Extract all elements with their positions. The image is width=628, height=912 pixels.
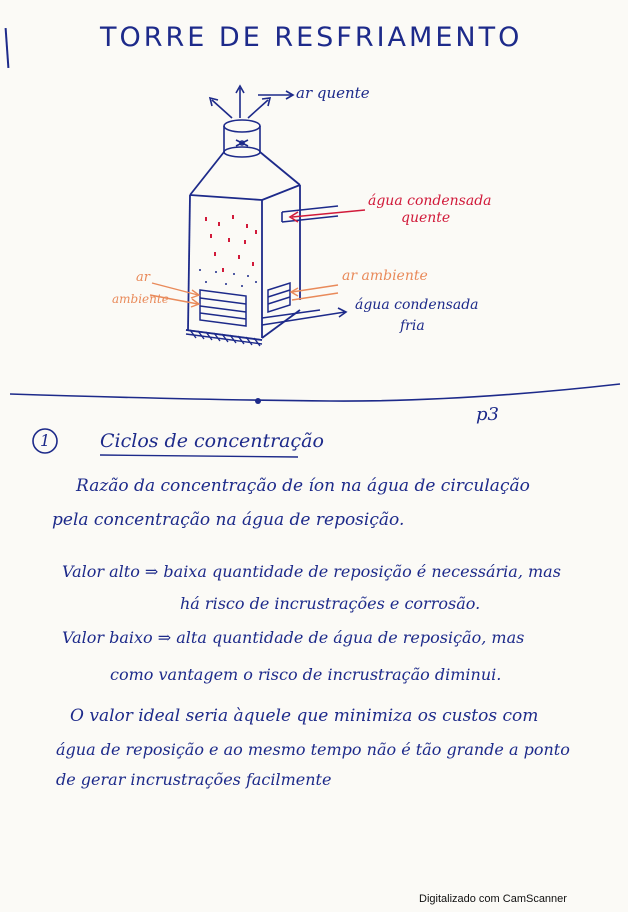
- divider-dot: [255, 398, 261, 404]
- ambient-air-arrows-right: [291, 285, 338, 300]
- body-line-9: de gerar incrustrações facilmente: [56, 770, 332, 789]
- fan-stack: [224, 120, 260, 157]
- body-line-7: O valor ideal seria àquele que minimiza os custos com: [70, 706, 539, 726]
- water-dots: [199, 269, 257, 287]
- scanner-watermark: Digitalizado com CamScanner: [419, 893, 567, 905]
- hot-air-label: ar quente: [296, 84, 370, 102]
- fill-pack: [200, 283, 290, 326]
- body-line-5: Valor baixo ⇒ alta quantidade de água de reposição, mas: [62, 628, 525, 647]
- body-line-3: Valor alto ⇒ baixa quantidade de reposição é necessária, mas: [62, 562, 561, 581]
- page-number: p3: [476, 404, 499, 425]
- ambient-air-label-left-top: ar: [136, 270, 150, 285]
- ambient-air-label-right: ar ambiente: [342, 268, 428, 284]
- body-line-2: pela concentração na água de reposição.: [52, 510, 405, 530]
- page-title: TORRE DE RESFRIAMENTO: [100, 22, 523, 53]
- hot-water-label: água condensada: [368, 193, 492, 209]
- section-divider: [10, 384, 620, 401]
- section-number: 1: [40, 431, 51, 450]
- body-line-1: Razão da concentração de íon na água de circulação: [76, 476, 530, 496]
- hot-air-arrows: [210, 86, 293, 118]
- heading-underline: [100, 455, 298, 457]
- hot-water-label-2: quente: [401, 210, 451, 226]
- body-line-6: como vantagem o risco de incrustração diminui.: [110, 665, 502, 684]
- body-line-4: há risco de incrustrações e corrosão.: [180, 594, 481, 613]
- section-heading: Ciclos de concentração: [100, 430, 324, 452]
- body-line-8: água de reposição e ao mesmo tempo não é tão grande a ponto: [56, 740, 570, 759]
- water-droplets: [205, 215, 257, 272]
- ambient-air-label-left-bottom: ambiente: [112, 292, 169, 306]
- cold-water-label: água condensada: [355, 297, 479, 313]
- cold-water-label-2: fria: [400, 318, 425, 334]
